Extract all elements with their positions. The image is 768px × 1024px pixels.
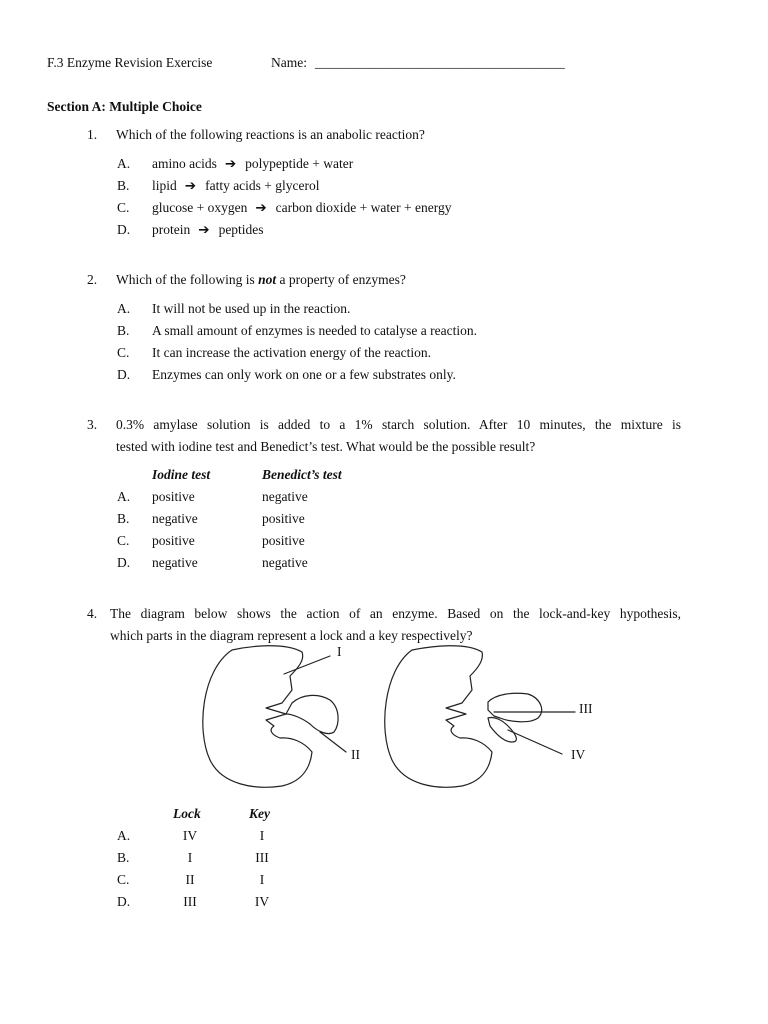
- benedicts-result: negative: [262, 489, 308, 504]
- arrow-right-icon: ➔: [198, 222, 210, 237]
- diagram-label-ii: II: [351, 747, 360, 762]
- key-answer: IV: [254, 894, 270, 909]
- question-number: 2.: [87, 272, 98, 287]
- option-text: [152, 222, 264, 238]
- option-letter: B.: [117, 323, 130, 338]
- option-letter: C.: [117, 533, 130, 548]
- arrow-right-icon: ➔: [224, 156, 237, 171]
- option-text: It can increase the activation energy of the reaction.: [152, 345, 431, 360]
- option-letter: B.: [117, 511, 130, 526]
- option-letter: D.: [117, 222, 131, 237]
- option-letter: D.: [117, 894, 131, 909]
- option-letter: B.: [117, 178, 130, 193]
- question-stem: Which of the following reactions is an anabolic reaction?: [116, 127, 425, 142]
- question-stem: [116, 272, 406, 288]
- column-header-lock: Lock: [173, 806, 201, 821]
- option-letter: A.: [117, 156, 131, 171]
- arrow-right-icon: ➔: [184, 178, 197, 193]
- enzyme-right: [385, 646, 492, 788]
- option-letter: A.: [117, 489, 131, 504]
- key-answer: I: [259, 872, 265, 887]
- question-stem-line-2: which parts in the diagram represent a lock and a key respectively?: [110, 628, 473, 643]
- lock-answer: I: [187, 850, 193, 865]
- question-stem-line-2: tested with iodine test and Benedict’s test. What would be the possible result?: [116, 439, 536, 454]
- option-text: [152, 156, 353, 172]
- products: carbon dioxide + water + energy: [275, 200, 452, 215]
- question-number: 3.: [87, 417, 98, 432]
- diagram-label-iii: III: [579, 701, 593, 716]
- benedicts-result: positive: [262, 533, 305, 548]
- stem-text: a property of enzymes?: [276, 272, 406, 287]
- iodine-result: positive: [152, 533, 195, 548]
- reactants: lipid: [152, 178, 177, 193]
- benedicts-result: negative: [262, 555, 308, 570]
- question-number: 4.: [87, 606, 98, 621]
- iodine-result: positive: [152, 489, 195, 504]
- iodine-result: negative: [152, 555, 198, 570]
- stem-text: Which of the following is: [116, 272, 259, 287]
- key-answer: III: [255, 850, 269, 865]
- option-letter: C.: [117, 200, 130, 215]
- benedicts-result: positive: [262, 511, 305, 526]
- key-answer: I: [259, 828, 265, 843]
- option-text: It will not be used up in the reaction.: [152, 301, 351, 316]
- column-header-benedicts: Benedict’s test: [262, 467, 342, 482]
- iodine-result: negative: [152, 511, 198, 526]
- arrow-right-icon: ➔: [255, 200, 267, 215]
- column-header-iodine: Iodine test: [152, 467, 211, 482]
- option-letter: B.: [117, 850, 130, 865]
- section-heading: Section A: Multiple Choice: [47, 99, 202, 114]
- option-letter: A.: [117, 301, 131, 316]
- lock-answer: IV: [182, 828, 198, 843]
- products: polypeptide + water: [245, 156, 354, 171]
- diagram-label-i: I: [337, 644, 342, 659]
- option-letter: C.: [117, 872, 130, 887]
- worksheet-title: F.3 Enzyme Revision Exercise: [47, 55, 213, 70]
- diagram-label-iv: IV: [571, 747, 586, 762]
- option-letter: D.: [117, 367, 131, 382]
- substrate-left: [286, 695, 338, 733]
- option-text: Enzymes can only work on one or a few substrates only.: [152, 367, 456, 382]
- reactants: protein: [152, 222, 191, 237]
- column-header-key: Key: [249, 806, 270, 821]
- question-stem-line-1: 0.3% amylase solution is added to a 1% starch solution. After 10 minutes, the mixture is: [116, 417, 681, 432]
- question-number: 1.: [87, 127, 98, 142]
- lock-answer: III: [183, 894, 197, 909]
- enzyme-left: [203, 646, 312, 788]
- products: peptides: [218, 222, 264, 237]
- option-text: [152, 200, 451, 216]
- reactants: amino acids: [152, 156, 217, 171]
- emphasis-not: not: [258, 272, 277, 287]
- question-stem-line-1: The diagram below shows the action of an enzyme. Based on the lock-and-key hypothesis,: [110, 606, 681, 621]
- lock-answer: II: [185, 872, 195, 887]
- option-text: A small amount of enzymes is needed to catalyse a reaction.: [152, 323, 478, 338]
- option-letter: C.: [117, 345, 130, 360]
- name-label: Name:: [271, 55, 307, 70]
- option-letter: A.: [117, 828, 131, 843]
- products: fatty acids + glycerol: [205, 178, 320, 193]
- option-letter: D.: [117, 555, 131, 570]
- product-2: [488, 717, 516, 742]
- option-text: [152, 178, 320, 194]
- product-1: [488, 693, 542, 722]
- name-blank-line: _____________________________________: [315, 55, 565, 70]
- reactants: glucose + oxygen: [152, 200, 248, 215]
